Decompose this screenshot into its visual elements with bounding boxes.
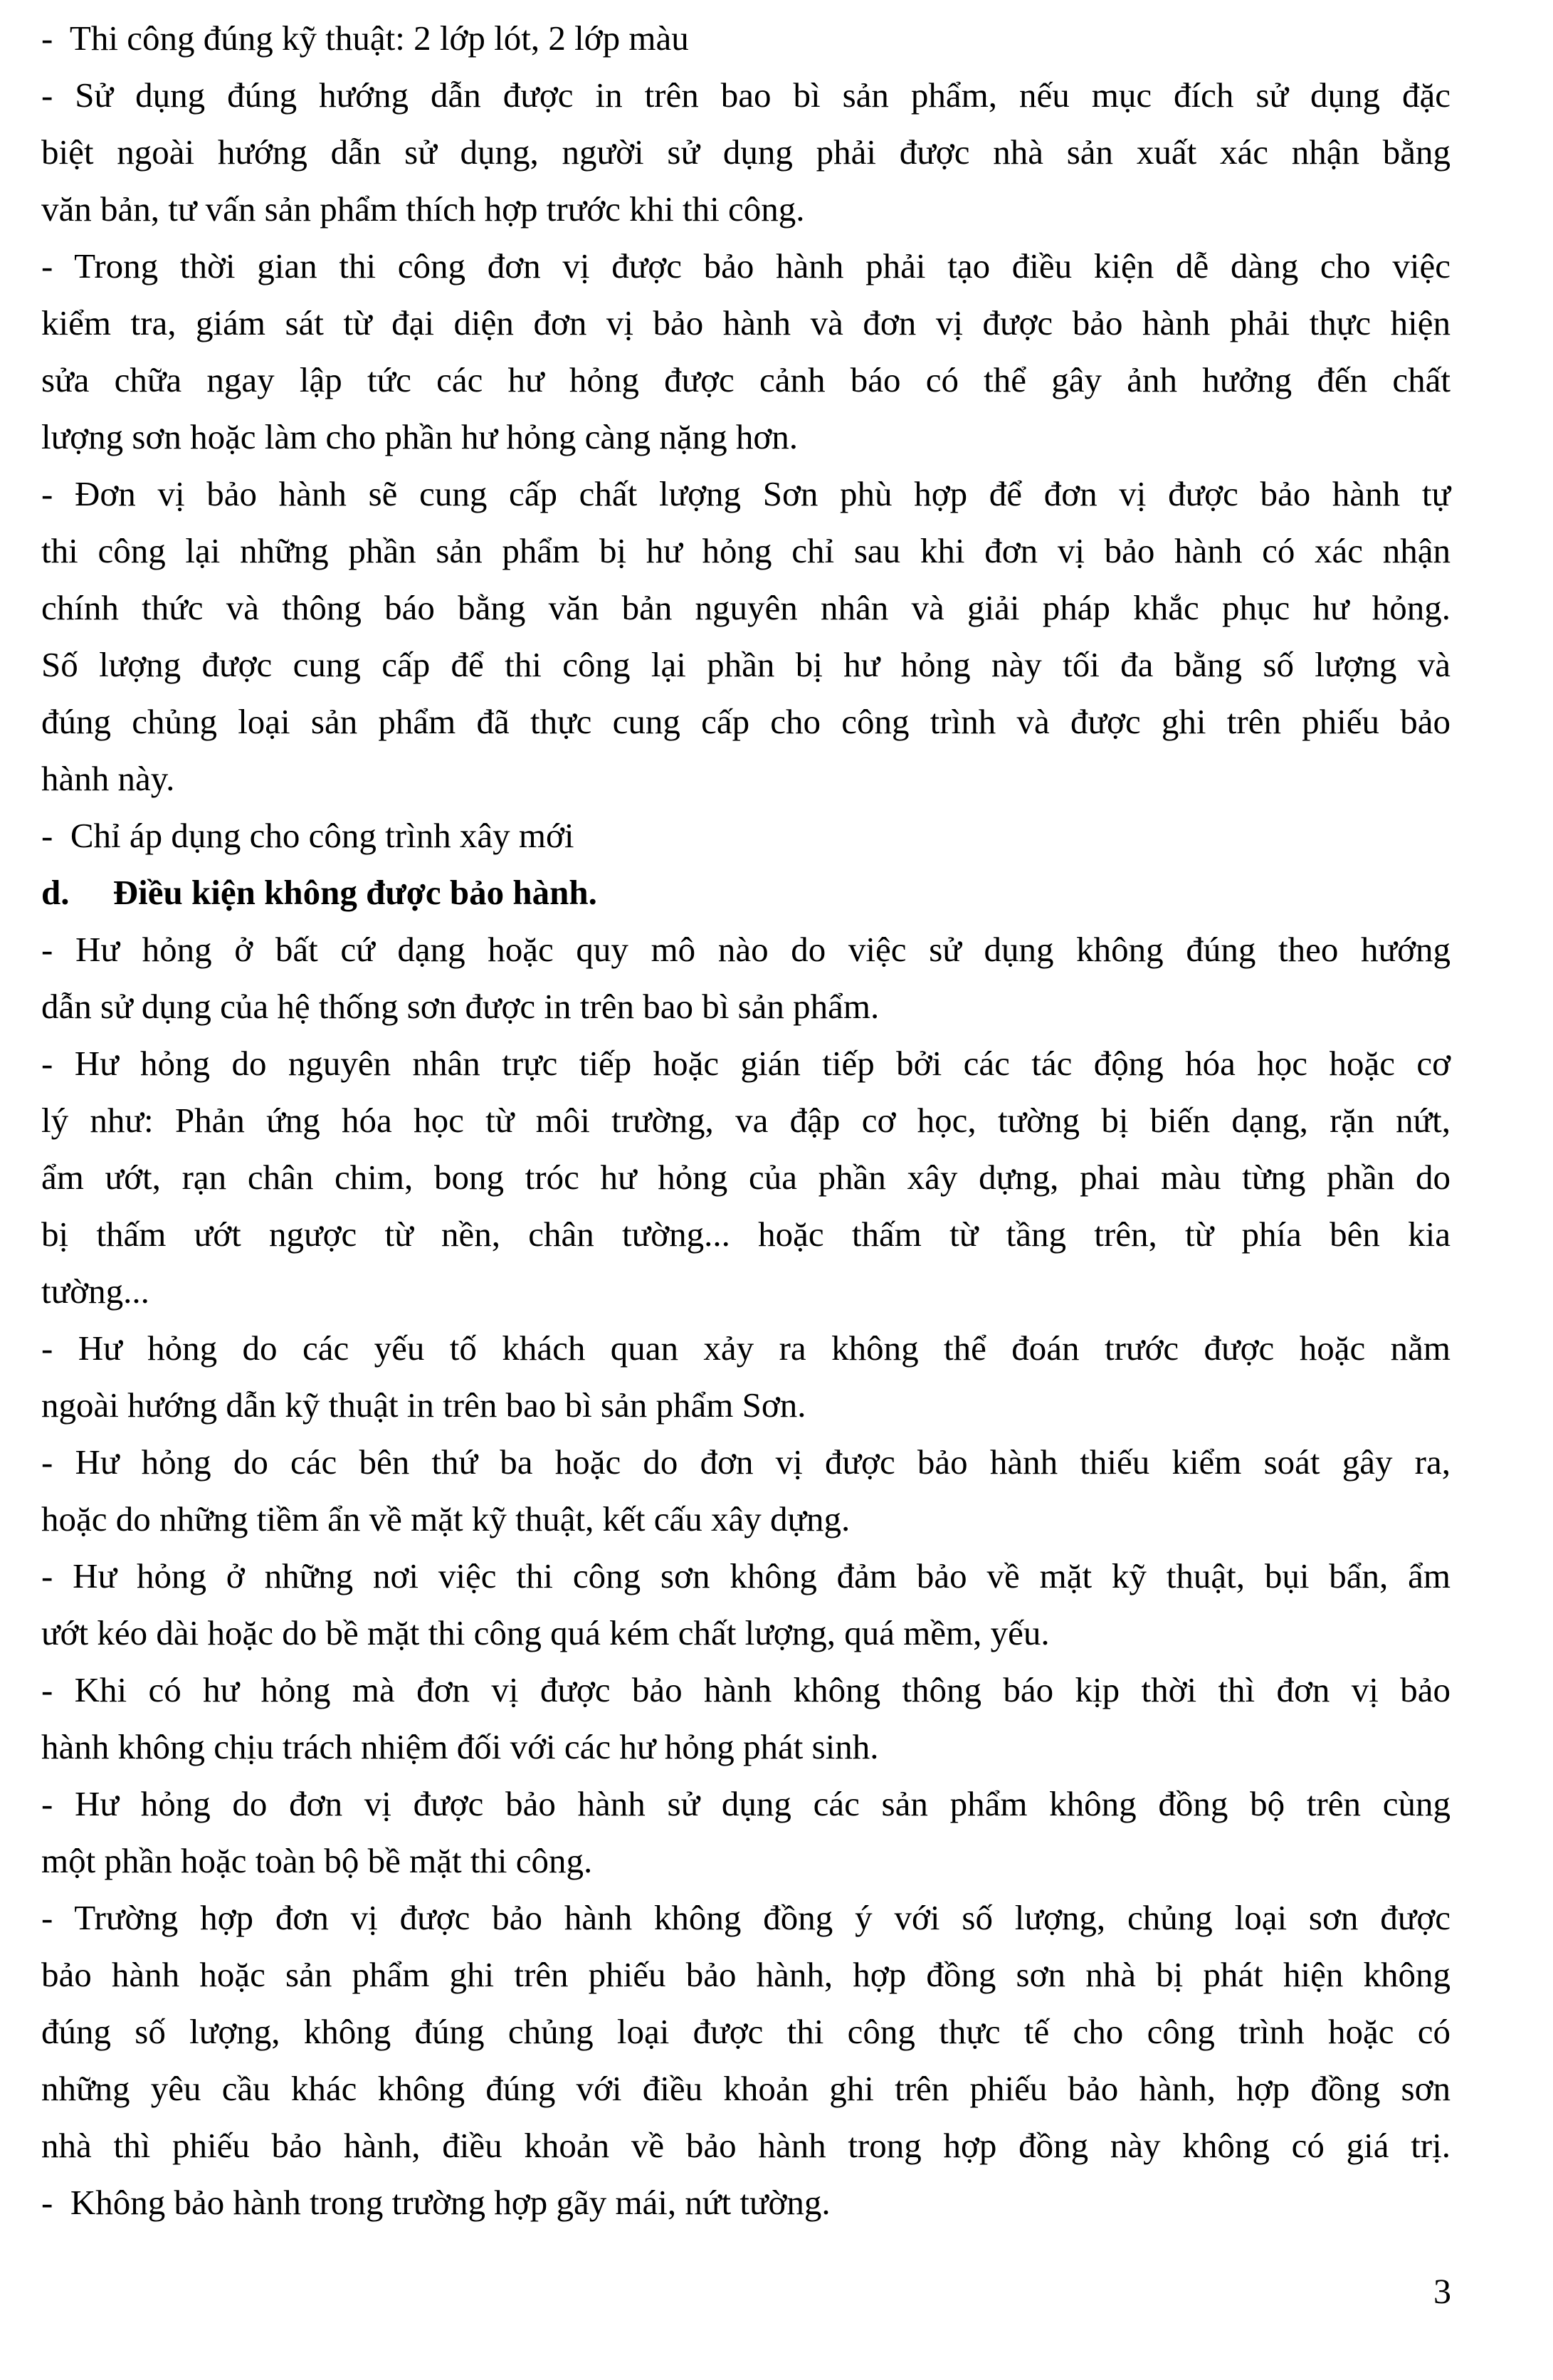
- text-line: dẫn sử dụng của hệ thống sơn được in trên bao bì sản phẩm.: [41, 987, 880, 1026]
- text-line: - Thi công đúng kỹ thuật: 2 lớp lót, 2 lớp màu: [41, 19, 689, 58]
- text-line: - Không bảo hành trong trường hợp gãy mái, nứt tường.: [41, 2183, 831, 2222]
- text-line: đúng số lượng, không đúng chủng loại được thi công thực tế cho công trình hoặc có: [41, 2012, 1451, 2051]
- text-line: một phần hoặc toàn bộ bề mặt thi công.: [41, 1841, 593, 1880]
- text-line: - Khi có hư hỏng mà đơn vị được bảo hành không thông báo kịp thời thì đơn vị bảo: [41, 1670, 1451, 1709]
- text-line: bị thấm ướt ngược từ nền, chân tường... hoặc thấm từ tầng trên, từ phía bên kia: [41, 1215, 1451, 1254]
- section-heading: d. Điều kiện không được bảo hành.: [41, 873, 597, 912]
- text-line: - Hư hỏng do nguyên nhân trực tiếp hoặc gián tiếp bởi các tác động hóa học hoặc cơ: [41, 1044, 1451, 1083]
- text-line: - Hư hỏng ở những nơi việc thi công sơn không đảm bảo về mặt kỹ thuật, bụi bẩn, ẩm: [41, 1556, 1451, 1595]
- text-line: - Trong thời gian thi công đơn vị được bảo hành phải tạo điều kiện dễ dàng cho việc: [41, 246, 1451, 285]
- text-line: văn bản, tư vấn sản phẩm thích hợp trước khi thi công.: [41, 189, 805, 229]
- text-line: chính thức và thông báo bằng văn bản nguyên nhân và giải pháp khắc phục hư hỏng.: [41, 588, 1451, 627]
- text-line: - Đơn vị bảo hành sẽ cung cấp chất lượng Sơn phù hợp để đơn vị được bảo hành tự: [41, 474, 1451, 513]
- page-number: 3: [1433, 2271, 1451, 2311]
- text-line: những yêu cầu khác không đúng với điều khoản ghi trên phiếu bảo hành, hợp đồng sơn: [41, 2069, 1451, 2108]
- text-line: bảo hành hoặc sản phẩm ghi trên phiếu bảo hành, hợp đồng sơn nhà bị phát hiện không: [41, 1955, 1451, 1994]
- text-line: biệt ngoài hướng dẫn sử dụng, người sử dụng phải được nhà sản xuất xác nhận bằng: [41, 132, 1451, 172]
- text-line: lượng sơn hoặc làm cho phần hư hỏng càng nặng hơn.: [41, 417, 798, 456]
- text-line: tường...: [41, 1272, 149, 1311]
- text-line: - Sử dụng đúng hướng dẫn được in trên bao bì sản phẩm, nếu mục đích sử dụng đặc: [41, 75, 1451, 115]
- text-line: - Chỉ áp dụng cho công trình xây mới: [41, 816, 574, 855]
- text-line: đúng chủng loại sản phẩm đã thực cung cấp cho công trình và được ghi trên phiếu bảo: [41, 702, 1451, 741]
- text-line: thi công lại những phần sản phẩm bị hư hỏng chỉ sau khi đơn vị bảo hành có xác nhận: [41, 531, 1451, 570]
- text-line: - Hư hỏng do các bên thứ ba hoặc do đơn vị được bảo hành thiếu kiểm soát gây ra,: [41, 1442, 1451, 1482]
- text-line: nhà thì phiếu bảo hành, điều khoản về bảo hành trong hợp đồng này không có giá trị.: [41, 2126, 1451, 2165]
- text-line: hoặc do những tiềm ẩn về mặt kỹ thuật, kết cấu xây dựng.: [41, 1499, 851, 1538]
- text-line: - Hư hỏng ở bất cứ dạng hoặc quy mô nào do việc sử dụng không đúng theo hướng: [41, 930, 1451, 969]
- text-line: Số lượng được cung cấp để thi công lại phần bị hư hỏng này tối đa bằng số lượng và: [41, 645, 1451, 684]
- text-line: kiểm tra, giám sát từ đại diện đơn vị bảo hành và đơn vị được bảo hành phải thực hiện: [41, 303, 1451, 342]
- text-line: - Hư hỏng do các yếu tố khách quan xảy ra không thể đoán trước được hoặc nằm: [41, 1328, 1451, 1368]
- text-line: ướt kéo dài hoặc do bề mặt thi công quá kém chất lượng, quá mềm, yếu.: [41, 1613, 1050, 1652]
- text-line: lý như: Phản ứng hóa học từ môi trường, va đập cơ học, tường bị biến dạng, rặn nứt,: [41, 1101, 1451, 1140]
- text-line: ẩm ướt, rạn chân chim, bong tróc hư hỏng của phần xây dựng, phai màu từng phần do: [41, 1158, 1451, 1197]
- text-line: hành không chịu trách nhiệm đối với các hư hỏng phát sinh.: [41, 1727, 879, 1766]
- text-line: sửa chữa ngay lập tức các hư hỏng được cảnh báo có thể gây ảnh hưởng đến chất: [41, 360, 1451, 399]
- document-page: [41, 10, 1451, 2231]
- text-line: hành này.: [41, 759, 175, 798]
- text-line: - Trường hợp đơn vị được bảo hành không đồng ý với số lượng, chủng loại sơn được: [41, 1898, 1451, 1937]
- text-line: - Hư hỏng do đơn vị được bảo hành sử dụng các sản phẩm không đồng bộ trên cùng: [41, 1784, 1451, 1823]
- text-line: ngoài hướng dẫn kỹ thuật in trên bao bì sản phẩm Sơn.: [41, 1385, 806, 1425]
